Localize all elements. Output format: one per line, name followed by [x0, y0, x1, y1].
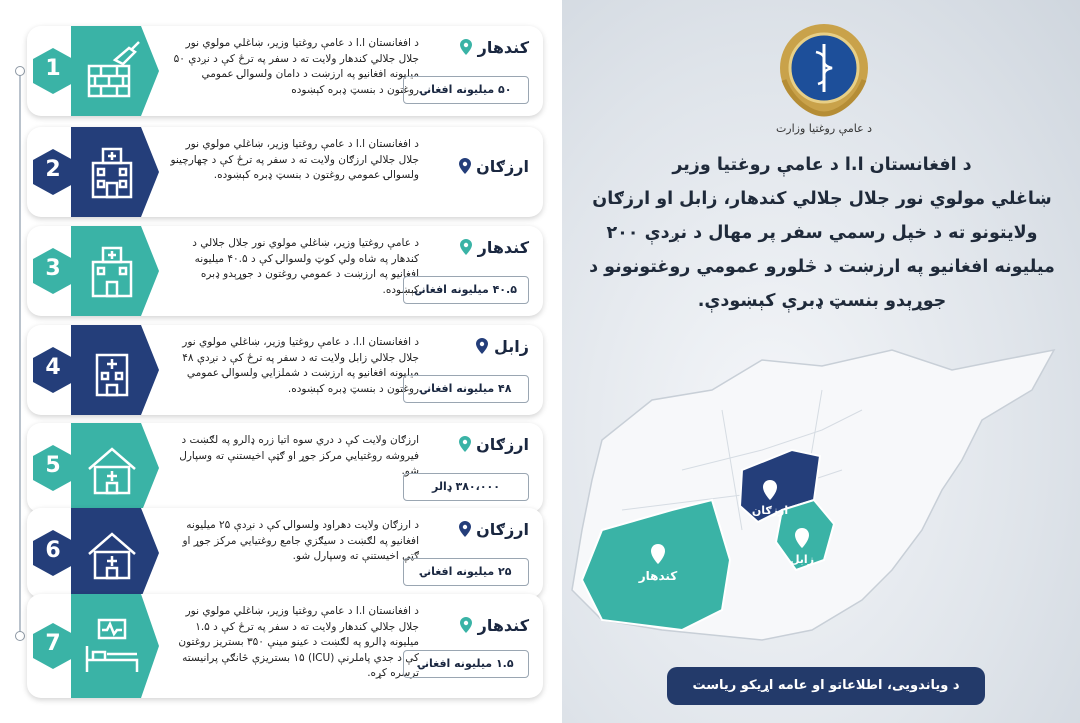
hospital-building-icon: [71, 127, 159, 217]
project-card-6: [27, 508, 543, 598]
step-badge: 2: [33, 149, 73, 195]
location-pin-icon: [459, 521, 471, 541]
timeline-node: [15, 631, 25, 641]
location-pin-icon: [459, 436, 471, 456]
ministry-emblem-logo: [774, 20, 874, 120]
location-pin-icon: [459, 158, 471, 178]
brick-wall-trowel-icon: [71, 26, 159, 116]
project-card-3: [27, 226, 543, 316]
card-location: کندهار: [409, 238, 529, 259]
kandahar-label: کندهار: [638, 569, 678, 583]
card-location: زابل: [409, 337, 529, 358]
footer-department-label: د ویاندویی، اطلاعاتو او عامه اړیکو ریاست: [667, 667, 985, 705]
card-location: کندهار: [409, 616, 529, 637]
hospital-building-icon: [71, 325, 159, 415]
headline-text: د افغانستان ا.ا د عامې روغتيا وزير ښاغلي مولوي نور جلال جلالي کندهار، زابل او ارزګان ولايتونو ته د خپل رسمي سفر پر مهال د نږدې ۲۰۰ میلیونه افغانیو په ارزښت د څلورو عمومي روغتونونو د جوړېدو بنسټ ډبرې کېښودې.: [589, 155, 1055, 311]
card-amount: ۵۰ میلیونه افغانۍ: [403, 76, 529, 104]
card-description: د ارزګان ولایت دهراود ولسوالۍ کې د نږدې ۲۵ میلیونه افغانیو په لګښت د سیګزي جامع روغتیایي مرکز جوړ او ګټې اخیستنې ته وسپارل شو.: [182, 519, 419, 562]
summary-panel: [562, 0, 1080, 723]
card-location: ارزګان: [409, 157, 529, 178]
health-center-icon: [71, 508, 159, 598]
card-amount: ۴۰.۵ میلیونه افغانۍ: [403, 276, 529, 304]
location-pin-icon: [460, 617, 472, 637]
timeline-line: [19, 70, 21, 636]
location-pin-icon: [476, 338, 488, 358]
project-card-1: [27, 26, 543, 116]
card-location: ارزګان: [409, 435, 529, 456]
card-description: د عامې روغتیا وزیر، ښاغلي مولوي نور جلال جلالي د کندهار په شاه ولي کوټ ولسوالۍ کې د ۴۰.۵ میلیونه افغانیو په ارزښت د عمومي روغتون د جوړېدو ډبره کېښوده.: [192, 237, 419, 296]
card-description: ارزګان ولایت کې د دري سوه اتيا زره ډالرو په لګښت د فیروشه روغتیایي مرکز جوړ او ګټې اخیستنې ته وسپارل شو.: [179, 434, 419, 477]
location-pin-icon: [460, 39, 472, 59]
card-amount: ۲۵ میلیونه افغانۍ: [403, 558, 529, 586]
health-center-icon: [71, 423, 159, 513]
card-description: د افغانستان ا.ا د عامې روغتیا وزیر، ښاغلي مولوي نور جلال جلالي ارزګان ولایت ته د سفر په ترځ کې د چهارچینو ولسوالۍ عمومي روغتون د بنسټ ډبره کېښوده.: [170, 138, 419, 181]
step-badge: 7: [33, 623, 73, 669]
timeline-node: [15, 66, 25, 76]
card-amount: ۱.۵ میلیونه افغانۍ: [403, 650, 529, 678]
project-card-2: [27, 127, 543, 217]
step-badge: 5: [33, 445, 73, 491]
card-description: د افغانستان ا.ا د عامې روغتیا وزیر، ښاغلي مولوي نور جلال جلالي کندهار ولایت ته د سفر په ترځ کې د نږدې ۵۰ میلیونه افغانیو په ارزښت د دامان ولسوالۍ عمومي روغتون د بنسټ ډبره کېښوده: [173, 37, 419, 96]
zabul-label: زابل: [789, 553, 815, 566]
afghanistan-map: [562, 330, 1080, 660]
project-card-4: [27, 325, 543, 415]
step-badge: 6: [33, 530, 73, 576]
location-pin-icon: [460, 239, 472, 259]
step-badge: 4: [33, 347, 73, 393]
card-location: کندهار: [409, 38, 529, 59]
project-card-5: [27, 423, 543, 513]
step-badge: 1: [33, 48, 73, 94]
ministry-caption: د عامې روغتيا وزارت: [775, 122, 873, 135]
card-amount: ۳۸۰،۰۰۰ ډالر: [403, 473, 529, 501]
card-amount: ۴۸ میلیونه افغانۍ: [403, 375, 529, 403]
step-badge: 3: [33, 248, 73, 294]
card-description: د افغانستان ا.ا د عامې روغتیا وزیر، ښاغلي مولوي نور جلال جلالي کندهار ولایت ته د سفر په ترځ کې د ۱.۵ میلیونه ډالرو په لګښت د عینو مینې ۳۵۰ بستریز روغتون کې د جدي پاملرنې (ICU) ۱۵ بستریزې څانګې پرانیسته ترسره کړه.: [178, 605, 419, 679]
hospital-building-icon: [71, 226, 159, 316]
icu-bed-icon: [71, 594, 159, 698]
uruzgan-label: ارزګان: [751, 504, 789, 517]
card-location: ارزګان: [409, 520, 529, 541]
card-description: د افغانستان ا.ا. د عامې روغتیا وزیر، ښاغلي مولوي نور جلال جلالي زابل ولایت ته د سفر په ترځ کې د نږدې ۴۸ میلیونه افغانیو په ارزښت د شملزايي ولسوالۍ عمومي روغتون د بنسټ ډبره کېښوده.: [182, 336, 419, 395]
project-card-7: [27, 594, 543, 698]
